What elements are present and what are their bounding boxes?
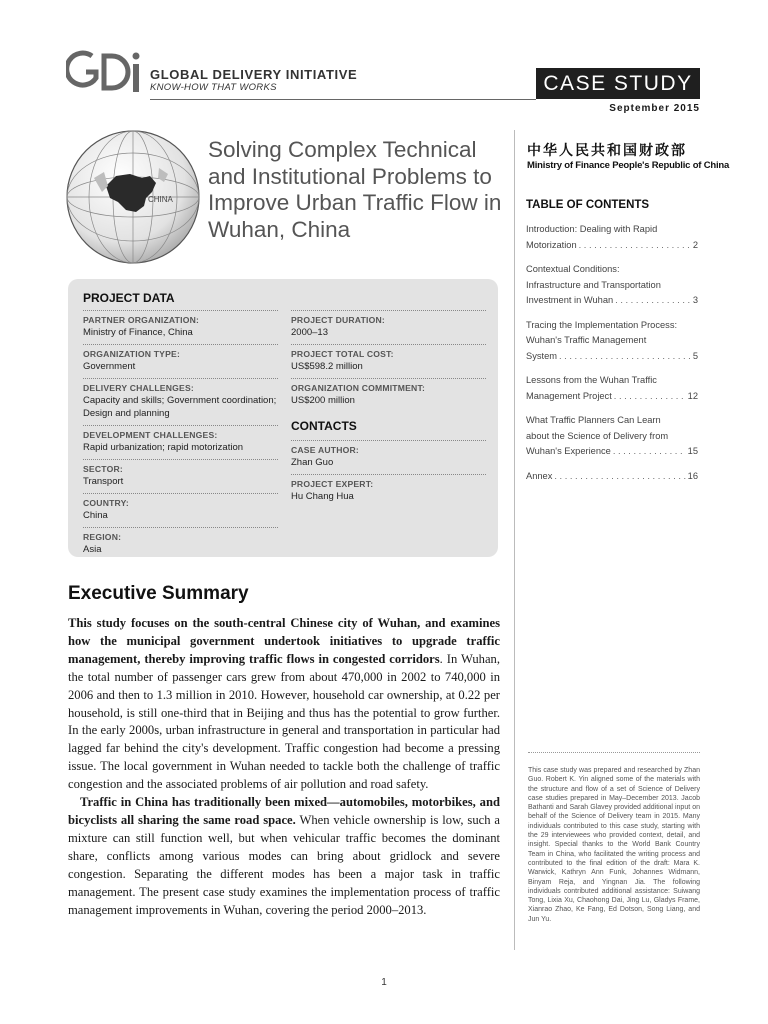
column-divider <box>514 130 515 950</box>
toc-entry-line: Contextual Conditions: <box>526 264 620 274</box>
project-field <box>291 310 486 339</box>
field-label: PROJECT DURATION: <box>291 315 385 325</box>
project-field <box>83 310 278 339</box>
summary-text: . In Wuhan, the total number of passenger cars grew from about 470,000 in 2002 to 740,000 in 2006 and then to 1.3 million in 2010. However, household car ownership, at 0.22 per household, is still one-third that in Beijing and thus has the potential to grow further. In the early 2000s, urban infrastructure in general and transportation in particular had lagged far behind the city's development. Traffic congestion had become a pressing issue. The local government in Wuhan needed to tackle both the challenge of traffic congestion and the associated problems of air pollution and road safety. <box>68 651 500 792</box>
field-label: PROJECT EXPERT: <box>291 479 374 489</box>
acknowledgements-note: This case study was prepared and researched by Zhan Guo. Robert K. Yin aligned some of the materials with the structure and flow of a set of Science of Delivery case studies prepared in May–December 2013. Jacob Bathanti and Sarah Glavey provided additional input on behalf of the Science of Delivery team in 2015. Many individuals contributed to this case study, starting with the 29 interviewees who provided context, detail, and insight. Special thanks to the World Bank Country Team in China, who facilitated the writing process and contributed to the final edition of the draft: Mara K. Warwick, Kathryn Ann Funk, Johannes Widmann, Binyam Reja, and Yingnan Jia. The following individuals contributed additional assistance: Suiwang Tong, Lixia Xu, Chaohong Dai, Jing Lu, Gladys Frame, Xianrao Zhao, Ke Fang, Ed Dotson, Song Liang, and Jun Yu. <box>528 767 700 923</box>
field-value: Hu Chang Hua <box>291 491 354 502</box>
project-field <box>291 344 486 373</box>
project-field <box>83 527 278 556</box>
field-value: Government <box>83 361 136 372</box>
executive-summary-title: Executive Summary <box>68 583 249 604</box>
ministry-name-english: Ministry of Finance People's Republic of China <box>527 160 730 171</box>
field-value: Rapid urbanization; rapid motorization <box>83 442 244 453</box>
field-label: ORGANIZATION COMMITMENT: <box>291 383 426 393</box>
toc-page-number: 3 <box>692 295 698 305</box>
header-rule <box>150 99 536 100</box>
field-label: ORGANIZATION TYPE: <box>83 349 181 359</box>
gdi-logo <box>66 50 148 94</box>
org-name: GLOBAL DELIVERY INITIATIVE <box>150 67 358 82</box>
summary-lead: This study focuses on the south-central Chinese city of Wuhan, and examines how the municipal government undertook initiatives to upgrade traffic management, thereby improving traffic flows in congested corridors <box>68 616 500 666</box>
china-globe <box>64 128 202 266</box>
toc-entry-line: Management Project <box>526 390 612 401</box>
project-field <box>83 344 278 373</box>
contacts-title: CONTACTS <box>291 419 357 433</box>
toc-entry-line: Introduction: Dealing with Rapid <box>526 224 658 234</box>
toc-title: TABLE OF CONTENTS <box>526 199 650 211</box>
field-label: DEVELOPMENT CHALLENGES: <box>83 430 218 440</box>
toc-entry-line: Annex <box>526 470 553 481</box>
case-study-banner: CASE STUDY <box>536 68 700 99</box>
summary-text: When vehicle ownership is low, such a mixture can still function well, but when vehicular traffic becomes the dominant share, conflicts among various modes can bring about gridlock and severe congestion. Separating the different modes has been a major task in traffic management. The present case study examines the implementation process of traffic management improvements in Wuhan, covering the period 2000–2013. <box>68 812 500 917</box>
toc-entry-line: Lessons from the Wuhan Traffic <box>526 375 657 385</box>
toc-page-number: 2 <box>692 239 698 250</box>
contact-field <box>291 440 486 469</box>
field-value: China <box>83 510 108 521</box>
toc-entry[interactable] <box>526 469 698 485</box>
field-value: US$598.2 million <box>291 361 363 372</box>
project-data-title: PROJECT DATA <box>83 291 175 305</box>
toc-leader <box>614 389 686 405</box>
project-field <box>291 378 486 407</box>
table-of-contents <box>526 222 698 493</box>
field-value: Ministry of Finance, China <box>83 327 193 338</box>
toc-entry-line: Tracing the Implementation Process: <box>526 319 678 330</box>
toc-leader <box>554 469 685 485</box>
contact-field <box>291 474 486 503</box>
field-value: Transport <box>83 476 124 487</box>
toc-entry-line: Infrastructure and Transportation <box>526 279 661 290</box>
toc-entry-line: What Traffic Planners Can Learn <box>526 415 661 425</box>
toc-page-number: 16 <box>687 470 698 481</box>
toc-entry-line: Investment in Wuhan <box>526 295 614 305</box>
toc-page-number: 12 <box>687 390 698 401</box>
project-field <box>83 378 278 420</box>
field-label: SECTOR: <box>83 464 123 474</box>
project-data-left-column <box>83 310 278 561</box>
executive-summary-body <box>68 615 500 919</box>
toc-entry[interactable] <box>526 222 698 253</box>
project-field <box>83 493 278 522</box>
field-label: CASE AUTHOR: <box>291 445 359 455</box>
summary-lead: Traffic in China has traditionally been mixed—automobiles, motorbikes, and bicyclists all sharing the same road space. <box>68 795 500 827</box>
ministry-name-chinese: 中华人民共和国财政部 <box>527 143 687 159</box>
toc-leader <box>559 349 691 365</box>
page-title: Solving Complex Technical and Institutional Problems to Improve Urban Traffic Flow in Wuhan, China <box>208 137 502 242</box>
toc-page-number: 5 <box>692 350 698 361</box>
gdi-logo-icon <box>66 50 148 94</box>
toc-leader <box>613 444 686 460</box>
page-number: 1 <box>381 977 387 988</box>
toc-leader <box>615 293 691 309</box>
toc-entry-line: Wuhan's Experience <box>526 446 611 456</box>
field-value: Capacity and skills; Government coordination; Design and planning <box>83 395 277 419</box>
toc-entry[interactable] <box>526 262 698 309</box>
project-field <box>83 459 278 488</box>
project-data-right-column <box>291 310 486 508</box>
toc-entry[interactable] <box>526 373 698 404</box>
toc-entry[interactable] <box>526 413 698 460</box>
toc-entry[interactable] <box>526 318 698 365</box>
project-field <box>83 425 278 454</box>
globe-label: CHINA <box>148 195 173 204</box>
globe-icon <box>64 128 202 266</box>
summary-paragraph <box>68 615 500 794</box>
org-tagline: KNOW-HOW THAT WORKS <box>150 82 277 93</box>
footnote-rule <box>528 752 700 753</box>
toc-entry-line: System <box>526 350 557 361</box>
field-value: US$200 million <box>291 395 355 406</box>
field-value: Asia <box>83 544 102 555</box>
publication-date: September 2015 <box>609 103 700 114</box>
toc-entry-line: about the Science of Delivery from <box>526 430 669 441</box>
toc-page-number: 15 <box>687 446 698 456</box>
field-value: 2000–13 <box>291 327 328 338</box>
field-value: Zhan Guo <box>291 457 334 468</box>
toc-leader <box>579 238 691 254</box>
summary-paragraph <box>68 794 500 919</box>
toc-entry-line: Motorization <box>526 239 577 250</box>
field-label: PARTNER ORGANIZATION: <box>83 315 200 325</box>
field-label: COUNTRY: <box>83 498 129 508</box>
toc-entry-line: Wuhan's Traffic Management <box>526 335 647 345</box>
field-label: PROJECT TOTAL COST: <box>291 349 394 359</box>
field-label: DELIVERY CHALLENGES: <box>83 383 194 393</box>
field-label: REGION: <box>83 532 122 542</box>
